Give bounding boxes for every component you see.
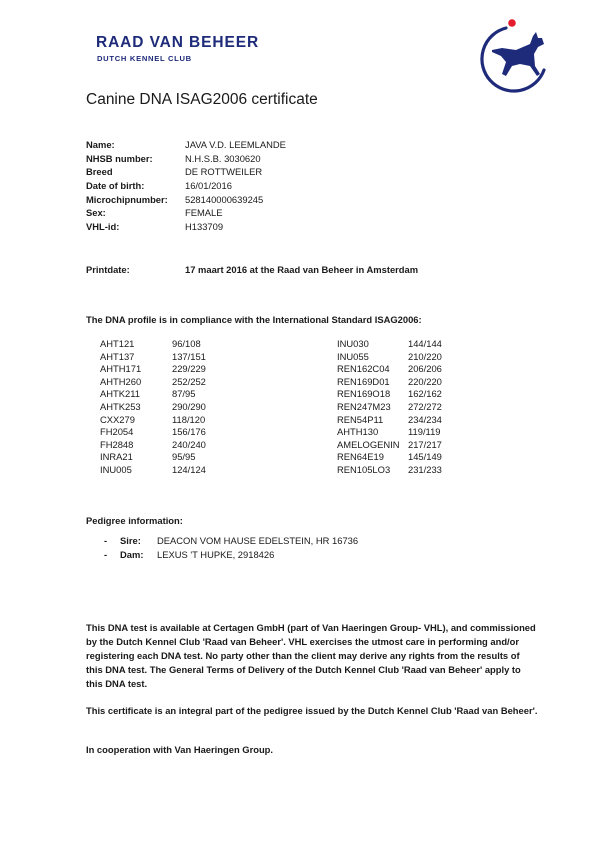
marker-value: 231/233 [408,463,442,475]
marker-locus: AHTH130 [337,426,379,438]
marker-value: 87/95 [172,388,196,400]
print-date-label: Printdate: [86,264,130,275]
marker-row [337,439,442,452]
marker-value: 162/162 [408,388,442,400]
marker-locus: INU005 [100,463,132,475]
info-row-dob [86,180,286,194]
marker-value: 252/252 [172,375,206,387]
marker-row [100,388,206,401]
marker-value: 119/119 [408,426,441,438]
marker-list-right [337,338,442,477]
dam-label: Dam: [120,548,144,560]
info-row-sex [86,207,286,221]
marker-locus: AHT137 [100,350,135,362]
info-value: 16/01/2016 [185,180,232,192]
dog-logo-icon [472,14,558,94]
pedigree-row-sire [104,535,358,549]
info-row-name [86,139,286,153]
marker-locus: REN162C04 [337,363,390,375]
info-value: FEMALE [185,207,223,219]
print-date-value: 17 maart 2016 at the Raad van Beheer in Amsterdam [185,264,419,275]
document-title: Canine DNA ISAG2006 certificate [86,91,318,108]
bullet-dash: - [104,548,108,560]
marker-locus: REN169D01 [337,375,390,387]
marker-value: 229/229 [172,363,206,375]
marker-value: 145/149 [408,451,442,463]
info-label: Date of birth: [86,180,145,192]
dam-value: LEXUS 'T HUPKE, 2918426 [157,548,275,560]
marker-value: 234/234 [408,413,442,425]
marker-row [100,426,206,439]
info-label: VHL-id: [86,221,120,233]
pedigree-row-dam [104,549,358,563]
info-value: DE ROTTWEILER [185,166,263,178]
sire-label: Sire: [120,535,141,546]
marker-value: 290/290 [172,400,206,412]
marker-value: 206/206 [408,363,442,375]
marker-row [337,338,442,351]
marker-row [337,426,442,439]
marker-row [337,388,442,401]
marker-row [100,401,206,414]
marker-locus: INU055 [337,350,369,362]
marker-locus: INRA21 [100,451,133,463]
marker-value: 144/144 [408,338,442,349]
marker-locus: FH2848 [100,438,134,450]
marker-value: 217/217 [408,438,442,450]
info-row-vhl [86,221,286,235]
logo-dog-silhouette [492,32,544,76]
marker-value: 156/176 [172,426,206,438]
marker-value: 118/120 [172,413,206,425]
logo-red-dot [508,19,516,27]
dog-info-block [86,139,286,235]
info-label: Sex: [86,207,106,219]
info-row-breed [86,166,286,180]
marker-locus: REN105LO3 [337,463,391,475]
pedigree-list [104,535,358,562]
marker-list-left [100,338,206,477]
info-row-nhsb [86,153,286,167]
marker-row [100,363,206,376]
bullet-dash: - [104,535,108,546]
marker-row [337,464,442,477]
marker-locus: REN247M23 [337,400,391,412]
marker-locus: REN54P11 [337,413,384,425]
sire-value: DEACON VOM HAUSE EDELSTEIN, HR 16736 [157,535,359,546]
marker-locus: AHTH171 [100,363,142,375]
info-value: JAVA V.D. LEEMLANDE [185,139,286,150]
compliance-heading: The DNA profile is in compliance with the International Standard ISAG2006: [86,314,422,325]
brand-title: RAAD VAN BEHEER [96,34,260,51]
marker-locus: FH2054 [100,426,134,438]
marker-row [337,363,442,376]
marker-locus: AHTK211 [100,388,140,400]
marker-value: 124/124 [172,463,206,475]
marker-row [100,414,206,427]
marker-value: 210/220 [408,350,442,362]
marker-row [337,401,442,414]
marker-locus: AHTK253 [100,400,141,412]
pedigree-heading: Pedigree information: [86,515,183,526]
marker-row [100,338,206,351]
marker-row [100,376,206,389]
info-label: Microchipnumber: [86,193,168,205]
marker-row [337,351,442,364]
brand-subtitle: DUTCH KENNEL CLUB [97,54,192,63]
info-value: N.H.S.B. 3030620 [185,152,261,164]
marker-locus: CXX279 [100,413,135,425]
marker-row [337,414,442,427]
marker-row [100,451,206,464]
marker-locus: REN64E19 [337,451,384,463]
marker-value: 137/151 [172,350,206,362]
cooperation-paragraph: In cooperation with Van Haeringen Group. [86,744,273,755]
marker-value: 272/272 [408,400,442,412]
marker-locus: INU030 [337,338,369,349]
marker-value: 240/240 [172,438,206,450]
marker-value: 95/95 [172,451,196,463]
info-value: H133709 [185,221,224,233]
print-date [86,264,418,275]
marker-locus: AMELOGENIN [337,438,400,450]
info-label: Breed [86,166,113,178]
marker-row [100,351,206,364]
integral-part-paragraph: This certificate is an integral part of the pedigree issued by the Dutch Kennel Club 'Raad van Beheer'. [86,705,538,716]
info-label: NHSB number: [86,152,153,164]
marker-locus: AHT121 [100,338,135,349]
marker-row [100,439,206,452]
marker-locus: AHTH260 [100,375,142,387]
info-value: 528140000639245 [185,193,264,205]
marker-value: 96/108 [172,338,201,349]
marker-locus: REN169O18 [337,388,391,400]
marker-row [337,451,442,464]
info-row-microchip [86,194,286,208]
info-label: Name: [86,139,115,150]
marker-row [100,464,206,477]
marker-row [337,376,442,389]
marker-value: 220/220 [408,375,442,387]
disclaimer-paragraph: This DNA test is available at Certagen GmbH (part of Van Haeringen Group- VHL), and commissioned by the Dutch Kennel Club 'Raad van Beheer'. VHL exercises the utmost care in performing and/or registering each DNA test. No party other than the client may derive any rights from the results of this DNA test. The General Terms of Delivery of the Dutch Kennel Club 'Raad van Beheer' apply to this DNA test. [86,622,536,690]
